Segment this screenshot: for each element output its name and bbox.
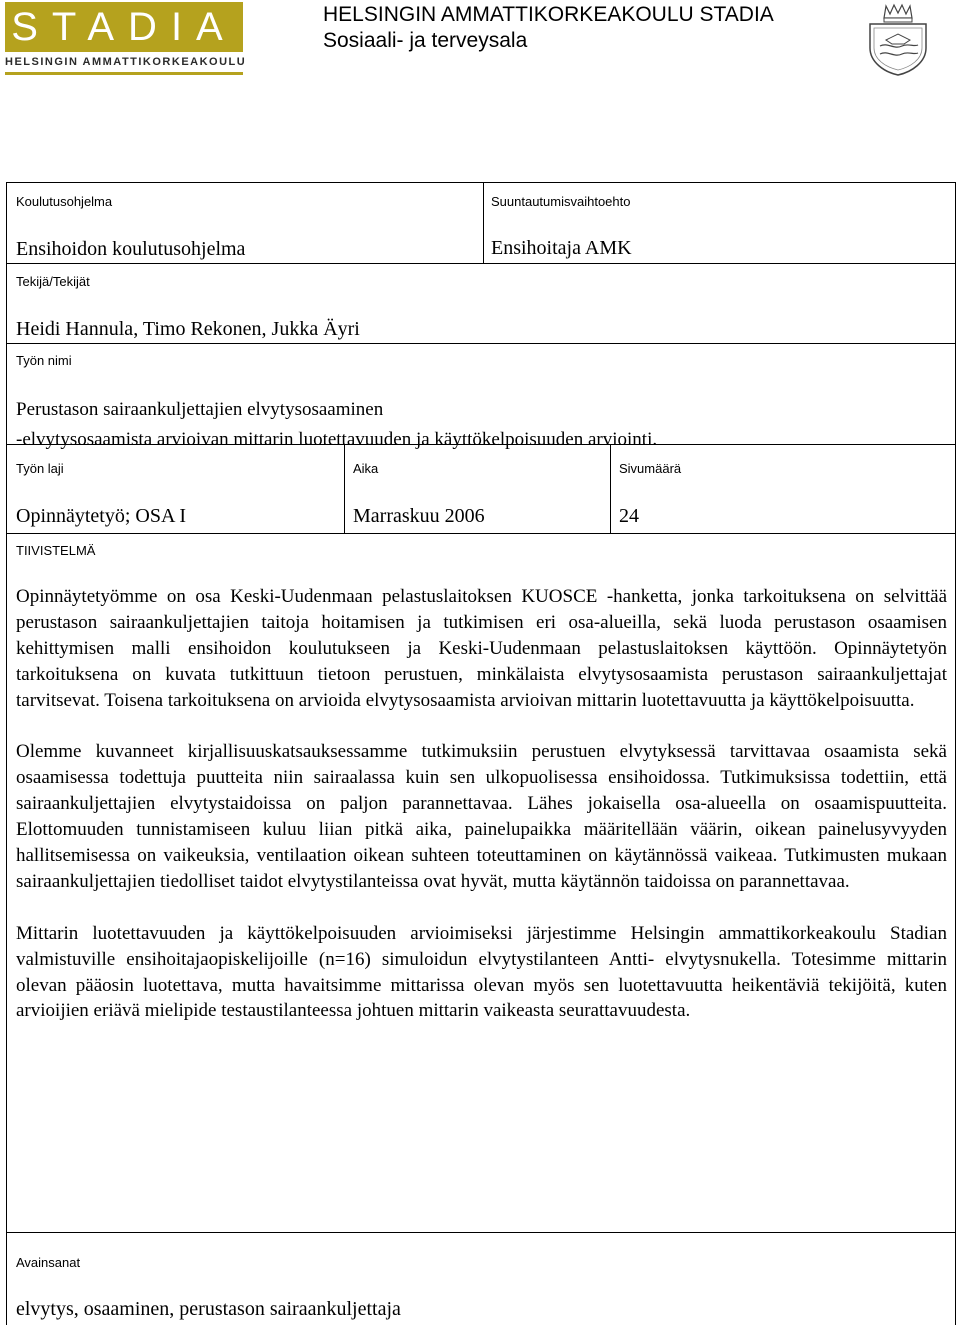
- department-name: Sosiaali- ja terveysala: [323, 29, 528, 52]
- work-type-value: Opinnäytetyö; OSA I: [16, 505, 186, 527]
- title-line-1: Perustason sairaankuljettajien elvytysosaaminen: [16, 399, 384, 420]
- row-divider: [7, 533, 955, 534]
- helsinki-crest-icon: [866, 2, 930, 76]
- title-label: Työn nimi: [16, 353, 72, 368]
- logo-subtitle: HELSINGIN AMMATTIKORKEAKOULU: [5, 56, 247, 68]
- authors-value: Heidi Hannula, Timo Rekonen, Jukka Äyri: [16, 318, 360, 340]
- date-label: Aika: [353, 461, 379, 476]
- work-type-label: Työn laji: [16, 461, 64, 476]
- keywords-label: Avainsanat: [16, 1255, 81, 1270]
- authors-label: Tekijä/Tekijät: [16, 274, 90, 289]
- stadia-logo: [5, 2, 247, 78]
- pages-value: 24: [619, 505, 639, 527]
- column-divider: [344, 444, 345, 533]
- programme-value: Ensihoidon koulutusohjelma: [16, 238, 246, 260]
- column-divider: [483, 183, 484, 263]
- abstract-paragraph: Opinnäytetyömme on osa Keski-Uudenmaan pelastuslaitoksen KUOSCE -hanketta, jonka tarkoituksena on selvittää perustason sairaankuljettajien taitoja hoitamisen ja tutkimisen eri osa-alueilla, sekä luoda perustason osaamisen kehittymisen malli ensihoidon koulutukseen ja Keski-Uudenmaan pelastuslaitoksen käyttöön. Opinnäytetyön tarkoituksena on kuvata tutkittuun tietoon perustuen, minkälaista elvytysosaamista perustason sairaankuljettajat tarvitsevat. Toisena tarkoituksena on arvioida elvytysosaamista arvioivan mittarin luotettavuutta ja käyttökelpoisuutta.: [16, 586, 947, 711]
- keywords-value: elvytys, osaaminen, perustason sairaankuljettaja: [16, 1298, 401, 1320]
- abstract-paragraph: Olemme kuvanneet kirjallisuuskatsauksessamme tutkimuksiin perustuen elvytyksessä tarvittavaa osaamista sekä osaamisessa todettuja puutteita niin sairaalassa kuin sen ulkopuolisessa ensihoidossa. Tutkimuksissa todettiin, että sairaankuljettajien elvytystaidoissa on paljon parannettavaa. Lähes jokaisella osa-alueella on osaamispuutteita. Elottomuuden tunnistamiseen kuluu liian pitkä aika, painelupaikka määritellään väärin, oikean painelusyvyyden hallitsemisessa on vaikeuksia, ventilaation oikean suhteen toteuttaminen on käytännössä vaikeaa. Tutkimusten mukaan sairaankuljettajien tiedolliset taidot elvytystilanteissa ovat hyvät, mutta käytännön taidoissa on parannettavaa.: [16, 741, 947, 892]
- institution-name: HELSINGIN AMMATTIKORKEAKOULU STADIA: [323, 3, 774, 26]
- specialisation-value: Ensihoitaja AMK: [491, 237, 632, 259]
- column-divider: [610, 444, 611, 533]
- abstract-paragraph: Mittarin luotettavuuden ja käyttökelpoisuuden arvioimiseksi järjestimme Helsingin ammattikorkeakoulu Stadian valmistuville ensihoitajaopiskelijoille (n=16) simuloidun elvytystilanteen Antti- elvytysnukella. Totesimme mittarin olevan pääosin luotettava, mutta havaitsimme mittarissa olevan myös sen luotettavuutta heikentäviä tekijöitä, kuten arvioijien eriävä mielipide testaustilanteessa johtuen mittarin vaikeasta seurattavuudesta.: [16, 922, 947, 1022]
- programme-label: Koulutusohjelma: [16, 194, 113, 209]
- abstract-label: TIIVISTELMÄ: [16, 543, 96, 558]
- abstract-body: [16, 584, 947, 1050]
- pages-label: Sivumäärä: [619, 461, 682, 476]
- date-value: Marraskuu 2006: [353, 505, 485, 527]
- row-divider: [7, 343, 955, 344]
- title-line-2: -elvytysosaamista arvioivan mittarin luotettavuuden ja käyttökelpoisuuden arviointi.: [16, 429, 658, 450]
- row-divider: [7, 263, 955, 264]
- logo-wordmark: STADIA: [11, 5, 237, 49]
- row-divider: [7, 1232, 955, 1233]
- specialisation-label: Suuntautumisvaihtoehto: [491, 194, 631, 209]
- logo-rule: [5, 72, 243, 75]
- abstract-form: [6, 182, 956, 1325]
